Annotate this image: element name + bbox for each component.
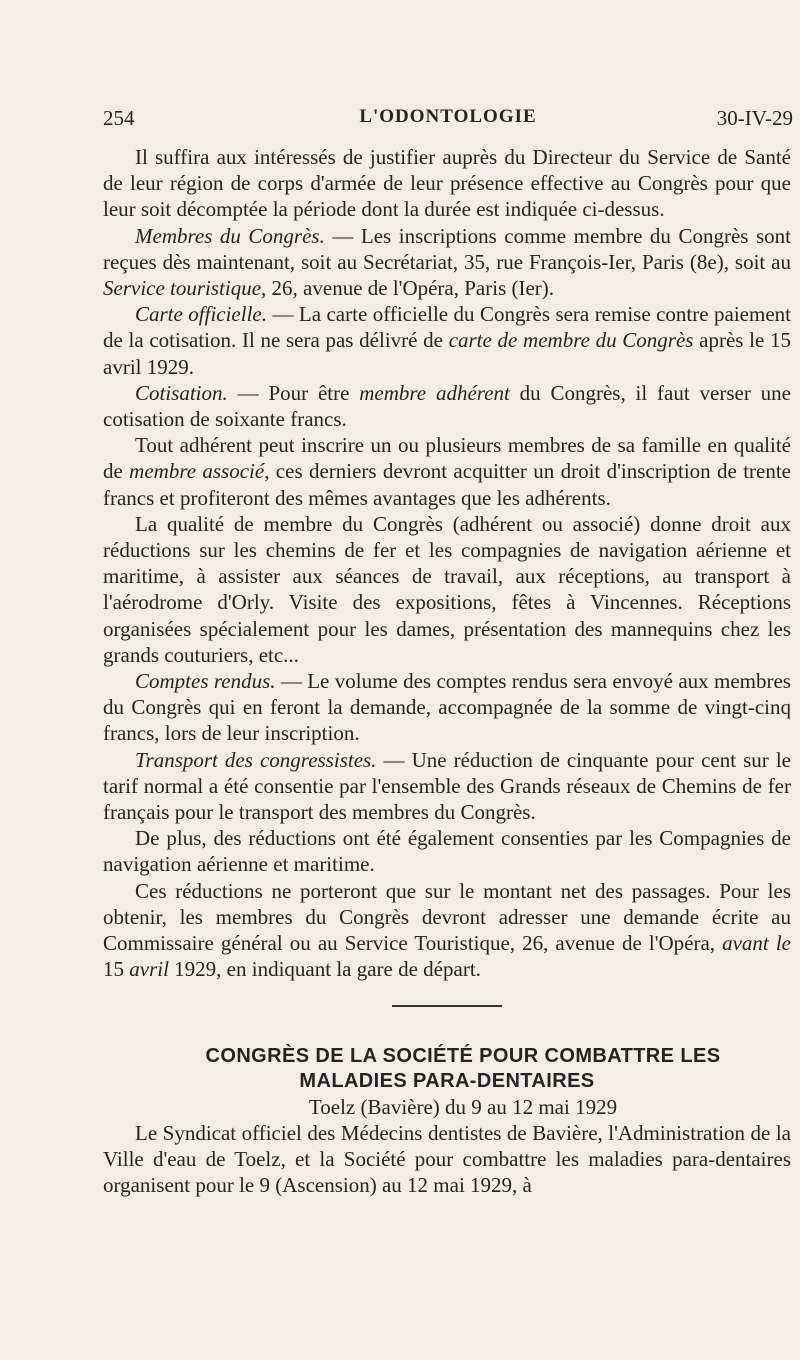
paragraph: Membres du Congrès. — Les inscriptions comme membre du Congrès sont reçues dès maintenant, soit au Secrétariat, 35, rue François-Ier, Paris (8e), soit au Service touristique, 26, avenue de l'Opéra, Paris (Ier).: [103, 223, 791, 301]
paragraph: Ces réductions ne porteront que sur le montant net des passages. Pour les obtenir, les membres du Congrès devront adresser une demande écrite au Commissaire général ou au Service Touristique, 26, avenue de l'Opéra, avant le 15 avril 1929, en indiquant la gare de départ.: [103, 878, 791, 982]
page-number: 254: [103, 106, 135, 130]
section-subtitle: Toelz (Bavière) du 9 au 12 mai 1929: [308, 1094, 618, 1119]
paragraph: Transport des congressistes. — Une réduction de cinquante pour cent sur le tarif normal a été consentie par l'ensemble des Grands réseaux de Chemins de fer français pour le transport des membres du Congrès.: [103, 747, 791, 825]
paragraph: Le Syndicat officiel des Médecins dentistes de Bavière, l'Administration de la Ville d'eau de Toelz, et la Société pour combattre les maladies para-dentaires organisent pour le 9 (Ascension) au 12 mai 1929, à: [103, 1120, 791, 1198]
paragraph: Comptes rendus. — Le volume des comptes rendus sera envoyé aux membres du Congrès qui en feront la demande, accompagnée de la somme de vingt-cinq francs, lors de leur inscription.: [103, 669, 791, 746]
paragraph: De plus, des réductions ont été également consenties par les Compagnies de navigation aérienne et maritime.: [103, 826, 791, 877]
section-divider: [392, 1005, 502, 1007]
paragraph: Cotisation. — Pour être membre adhérent du Congrès, il faut verser une cotisation de soixante francs.: [103, 380, 791, 432]
issue-date: 30-IV-29: [716, 106, 793, 130]
paragraph: Carte officielle. — La carte officielle du Congrès sera remise contre paiement de la cotisation. Il ne sera pas délivré de carte de membre du Congrès après le 15 avril 1929.: [103, 302, 792, 379]
running-header: [103, 106, 793, 134]
body-text: [103, 144, 791, 1198]
paragraph: Il suffira aux intéressés de justifier auprès du Directeur du Service de Santé de leur région de corps d'armée de leur présence effective au Congrès pour que leur soit décomptée la période dont la durée est indiquée ci-dessus.: [103, 145, 791, 222]
paragraph: Tout adhérent peut inscrire un ou plusieurs membres de sa famille en qualité de membre associé, ces derniers devront acquitter un droit d'inscription de trente francs et profiteront des mêmes avantages que les adhérents.: [103, 433, 791, 510]
section-title: CONGRÈS DE LA SOCIÉTÉ POUR COMBATTRE LES MALADIES PARA-DENTAIRES: [205, 1044, 721, 1092]
journal-title: L'ODONTOLOGIE: [359, 106, 537, 127]
paragraph: La qualité de membre du Congrès (adhérent ou associé) donne droit aux réductions sur les chemins de fer et les compagnies de navigation aérienne et maritime, à assister aux séances de travail, aux réceptions, au transport à l'aérodrome d'Orly. Visite des expositions, fêtes à Vincennes. Réceptions organisées spécialement pour les dames, présentation des mannequins chez les grands couturiers, etc...: [103, 511, 791, 667]
